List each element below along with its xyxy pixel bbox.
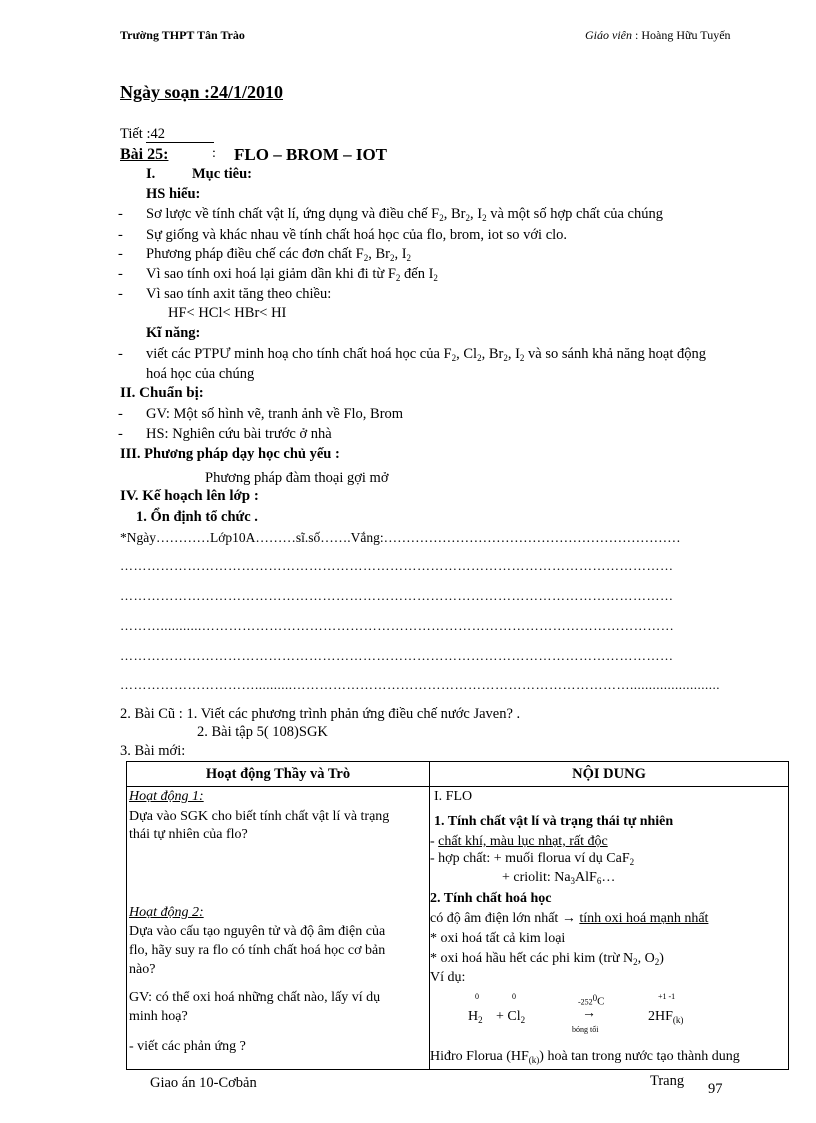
- sub: 2: [477, 353, 482, 363]
- teacher-sep: :: [632, 28, 642, 42]
- eq-h2: [468, 1009, 483, 1025]
- ox-state-h: 0: [475, 992, 479, 1001]
- sub: 2: [629, 857, 635, 867]
- dotted-line: ………...........……………………………………………………………………………………………: [120, 618, 675, 633]
- preparation-heading: II. Chuẩn bị:: [120, 385, 204, 401]
- t: C: [597, 995, 605, 1008]
- electronegativity-line: [430, 911, 708, 927]
- t: + criolit: Na: [502, 870, 571, 885]
- old-lesson-line-2: 2. Bài tập 5( 108)SGK: [197, 724, 328, 740]
- understand-item-1: [146, 206, 663, 223]
- bullet-dash: -: [118, 406, 123, 422]
- t: đến I: [400, 266, 434, 282]
- sub: 2: [519, 353, 525, 363]
- bullet-dash: -: [118, 227, 123, 243]
- t: và so sánh khả năng hoạt động: [524, 346, 707, 362]
- hf-dissolve-line: [430, 1049, 740, 1065]
- activity-1-line-1: Dựa vào SGK cho biết tính chất vật lí và trạng: [129, 809, 390, 824]
- understand-item-2: Sự giống và khác nhau về tính chất hoá học của flo, brom, iot so với clo.: [146, 227, 568, 243]
- understand-heading: HS hiểu:: [146, 186, 201, 202]
- preparation-hs: HS: Nghiên cứu bài trước ở nhà: [146, 426, 332, 442]
- understand-item-5: Vì sao tính axit tăng theo chiều:: [146, 286, 332, 302]
- sub: 3: [570, 876, 576, 886]
- t: Hiđro Florua (HF: [430, 1049, 529, 1064]
- t: ): [659, 951, 664, 966]
- criolit-line: [502, 870, 615, 886]
- oxidize-metals: * oxi hoá tất cả kim loại: [430, 931, 566, 946]
- oxidize-nonmetals: [430, 951, 664, 967]
- t: Sơ lược về tính chất vật lí, ứng dụng và điều chế F: [146, 206, 440, 222]
- t: viết các PTPƯ minh hoạ cho tính chất hoá học của F: [146, 346, 452, 362]
- skills-heading: Kĩ năng:: [146, 325, 201, 341]
- footer-left: Giao án 10-Cơbản: [150, 1075, 257, 1091]
- table-row: [127, 787, 789, 1070]
- sub: (k): [528, 1055, 540, 1065]
- t: , I: [507, 346, 520, 362]
- dotted-line: ……………………………………………………………………………………………………………: [120, 648, 674, 663]
- content-cell: [430, 787, 789, 1070]
- section-flo: I. FLO: [434, 789, 473, 804]
- bullet-dash: -: [118, 266, 123, 282]
- gv-question-line-2: minh hoạ?: [129, 1009, 188, 1024]
- sub: 2: [389, 253, 395, 263]
- t: 2HF: [648, 1009, 673, 1024]
- period-text: Tiết :42: [120, 126, 165, 142]
- lesson-title: FLO – BROM – IOT: [234, 145, 388, 164]
- col-header-content: NỘI DUNG: [430, 762, 789, 787]
- eq-arrow-icon: →: [582, 1006, 596, 1021]
- sub: 2: [633, 957, 638, 967]
- col-header-activities: Hoạt động Thầy và Trò: [127, 762, 430, 787]
- t: + Cl: [496, 1009, 521, 1024]
- sub: 2: [395, 273, 401, 283]
- eq-product: [648, 1009, 683, 1025]
- t: , I: [469, 206, 483, 222]
- old-lesson-line-1: 2. Bài Cũ : 1. Viết các phương trình phản ứng điều chế nước Javen? .: [120, 706, 521, 722]
- dotted-line: ……………………………………………………………………………………………………………: [120, 558, 674, 573]
- t: , Br: [368, 246, 390, 262]
- activity-2-title: Hoạt động 2:: [129, 905, 204, 920]
- page-number: 97: [708, 1081, 723, 1097]
- t: , O: [637, 951, 655, 966]
- t: và một số hợp chất của chúng: [486, 206, 663, 222]
- sup: 0: [592, 993, 598, 1003]
- sub: 2: [439, 213, 444, 223]
- objectives-number: I.: [146, 166, 156, 182]
- teacher-name: Hoàng Hữu Tuyến: [641, 28, 731, 42]
- t: ) hoà tan trong nước tạo thành dung: [539, 1049, 740, 1064]
- t: Phương pháp điều chế các đơn chất F: [146, 246, 364, 262]
- t: tính oxi hoá mạnh nhất: [579, 911, 709, 926]
- sub: 2: [478, 1015, 483, 1025]
- sub: 2: [654, 957, 660, 967]
- activity-2-line-1: Dựa vào cấu tạo nguyên tử và độ âm điện của: [129, 924, 386, 939]
- bullet-dash: -: [118, 346, 123, 362]
- period-underline: [146, 142, 214, 143]
- t: -252: [578, 997, 593, 1007]
- methods-text: Phương pháp đàm thoại gợi mở: [205, 470, 389, 486]
- dotted-line: …………………………..........…………………………………………………………………........................: [120, 677, 720, 692]
- arrow-icon: →: [561, 911, 576, 926]
- subsection-chemical: 2. Tính chất hoá học: [430, 891, 552, 906]
- t: , Br: [443, 206, 466, 222]
- teacher-line: [585, 28, 731, 43]
- write-reactions: - viết các phản ứng ?: [129, 1039, 246, 1054]
- school-name: Trường THPT Tân Trào: [120, 28, 245, 42]
- activity-2-line-2: flo, hãy suy ra flo có tính chất hoá học cơ bản: [129, 943, 386, 958]
- t: , I: [394, 246, 407, 262]
- skills-item-1: [146, 346, 706, 363]
- t: Vì sao tính oxi hoá lại giảm dần khi đi từ F: [146, 266, 396, 282]
- t: …: [601, 870, 616, 885]
- preparation-gv: GV: Một số hình vẽ, tranh ảnh về Flo, Brom: [146, 406, 404, 422]
- objectives-heading: Mục tiêu:: [192, 166, 252, 182]
- eq-condition: bóng tối: [572, 1025, 599, 1034]
- plan-step-1: 1. Ổn định tổ chức .: [136, 509, 258, 525]
- activity-2-line-3: nào?: [129, 962, 156, 977]
- lesson-number: Bài 25:: [120, 146, 169, 163]
- t: , Br: [481, 346, 504, 362]
- period: [120, 126, 165, 143]
- bullet-dash: -: [118, 286, 123, 302]
- eq-cl2: [496, 1009, 525, 1025]
- physical-properties: - chất khí, màu lục nhạt, rất độc: [430, 834, 608, 849]
- plan-heading: IV. Kế hoạch lên lớp :: [120, 488, 259, 504]
- sub: 6: [596, 876, 602, 886]
- sub: 2: [363, 253, 369, 263]
- lesson-table: [126, 761, 789, 1070]
- sub: 2: [451, 353, 457, 363]
- eq-ox-product: +1 -1: [658, 992, 676, 1001]
- t: chất khí, màu lục nhạt, rất độc: [438, 834, 608, 849]
- sub: 2: [406, 253, 412, 263]
- t: , Cl: [456, 346, 478, 362]
- t: có độ âm điện lớn nhất: [430, 911, 562, 926]
- sub: (k): [672, 1015, 684, 1025]
- compounds-line: [430, 851, 634, 867]
- dotted-line: ……………………………………………………………………………………………………………: [120, 588, 674, 603]
- sub: 2: [520, 1015, 526, 1025]
- understand-item-4: [146, 266, 438, 283]
- acid-order: HF< HCl< HBr< HI: [168, 305, 287, 321]
- new-lesson-heading: 3. Bài mới:: [120, 743, 186, 759]
- bullet-dash: -: [118, 206, 123, 222]
- date-line: Ngày soạn :24/1/2010: [120, 82, 284, 102]
- bullet-dash: -: [118, 246, 123, 262]
- subsection-physical: 1. Tính chất vật lí và trạng thái tự nhiên: [434, 814, 674, 829]
- footer-trang: Trang: [650, 1073, 685, 1089]
- t: * oxi hoá hầu hết các phi kim (trừ N: [430, 951, 634, 966]
- t: H: [468, 1009, 479, 1024]
- sub: 2: [482, 213, 487, 223]
- attendance-line: *Ngày…………Lớp10A………sĩ.số…….Vắng:…………………………………………………………: [120, 530, 681, 545]
- understand-item-3: [146, 246, 411, 263]
- sub: 2: [503, 353, 508, 363]
- bullet-dash: -: [118, 426, 123, 442]
- example-label: Ví dụ:: [430, 970, 466, 985]
- sub: 2: [433, 273, 438, 283]
- activity-1-title: Hoạt động 1:: [129, 789, 204, 804]
- teacher-label: Giáo viên: [585, 28, 632, 42]
- skills-item-1-cont: hoá học của chúng: [146, 366, 255, 382]
- ox-state-cl: 0: [512, 992, 516, 1001]
- t: AlF: [575, 870, 597, 885]
- sub: 2: [465, 213, 470, 223]
- table-header-row: [127, 762, 789, 787]
- lesson-colon: :: [212, 146, 216, 161]
- activity-1-line-2: thái tự nhiên của flo?: [129, 827, 248, 842]
- t: - hợp chất: + muối florua ví dụ CaF: [430, 851, 630, 866]
- activities-cell: [127, 787, 430, 1070]
- gv-question-line-1: GV: có thể oxi hoá những chất nào, lấy ví dụ: [129, 990, 381, 1005]
- methods-heading: III. Phương pháp dạy học chủ yếu :: [120, 446, 340, 462]
